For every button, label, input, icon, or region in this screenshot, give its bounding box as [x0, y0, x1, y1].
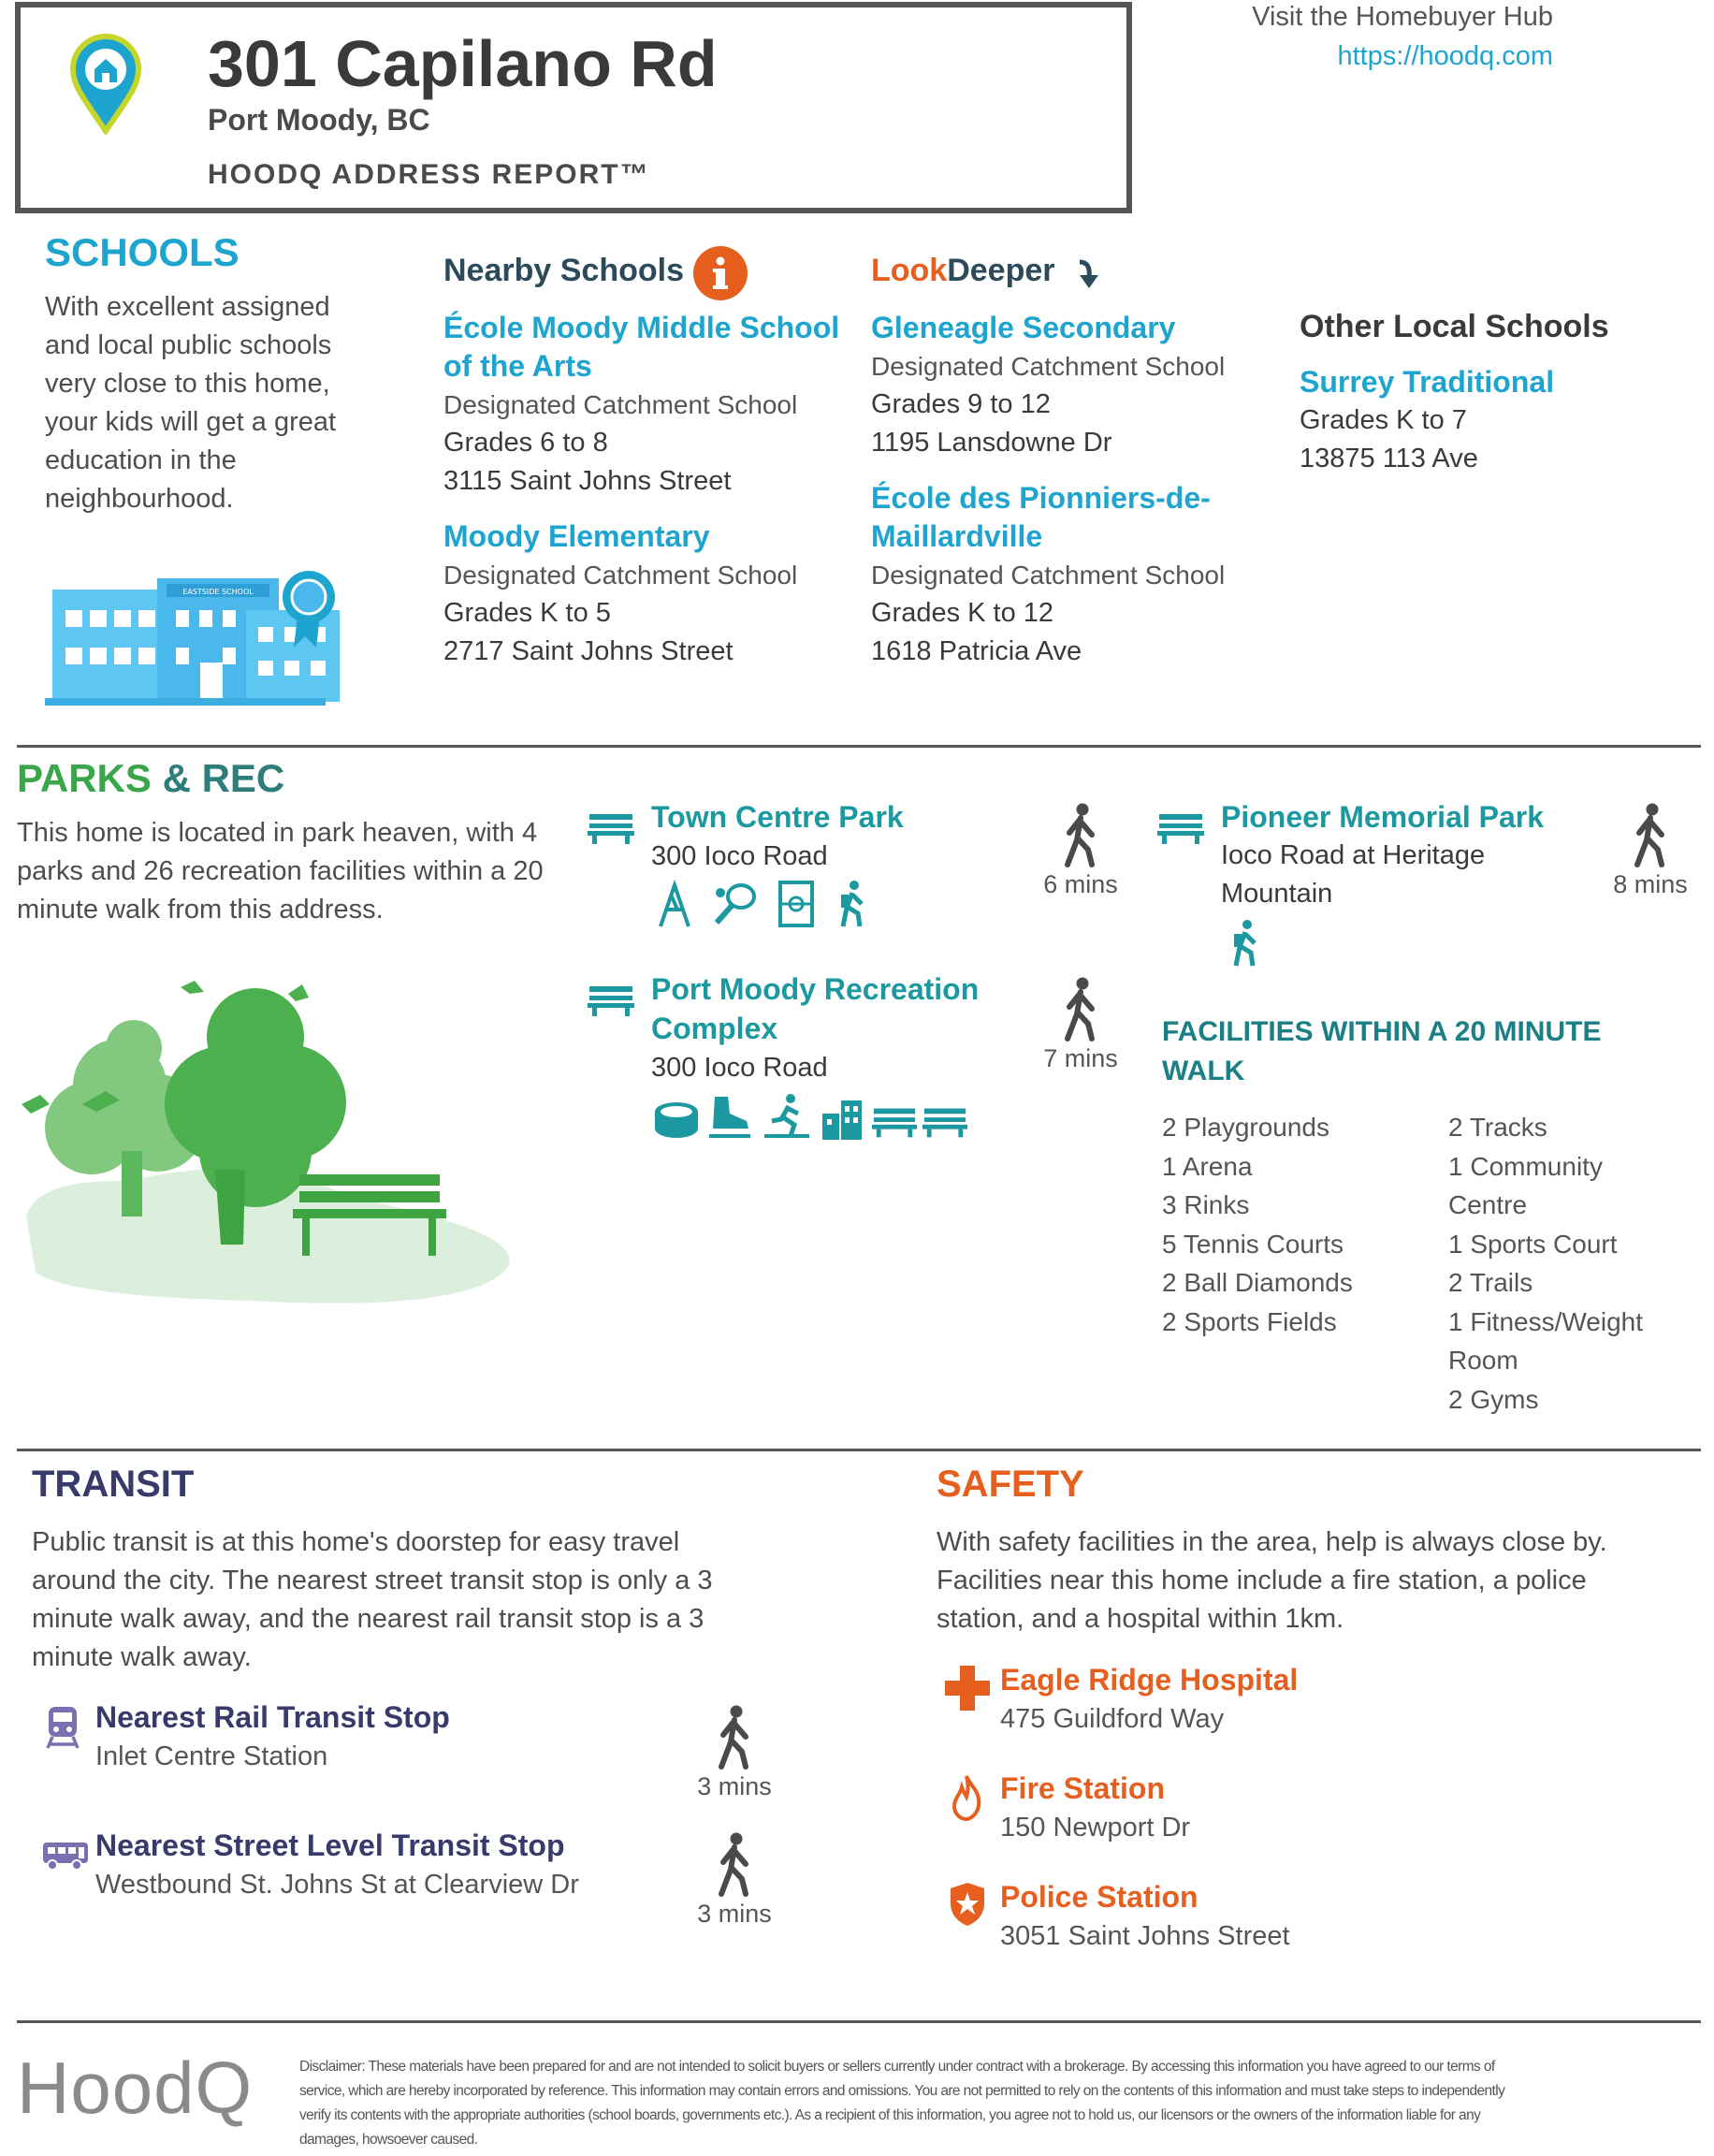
section-divider [17, 1449, 1701, 1451]
park-illustration [17, 964, 522, 1310]
arena-icon [653, 1099, 700, 1140]
hospital-cross-icon [943, 1664, 992, 1712]
city-label: Port Moody, BC [208, 103, 430, 137]
school-item[interactable]: Moody Elementary Designated Catchment School Grades K to 5 2717 Saint Johns Street [443, 519, 798, 666]
walking-icon [714, 1705, 755, 1770]
bus-icon [41, 1840, 90, 1872]
safety-item[interactable]: Fire Station 150 Newport Dr [1000, 1771, 1191, 1843]
community-centre-icon [819, 1095, 865, 1140]
playground-icon [655, 880, 694, 928]
other-schools-heading: Other Local Schools [1300, 309, 1609, 344]
school-item[interactable]: Gleneagle Secondary Designated Catchment School Grades 9 to 12 1195 Lansdowne Dr [871, 311, 1226, 458]
page-title: 301 Capilano Rd [208, 27, 718, 100]
park-amenity-icons [653, 1093, 967, 1144]
schools-heading: SCHOOLS [45, 230, 240, 274]
walking-icon [714, 1832, 755, 1898]
safety-item[interactable]: Police Station 3051 Saint Johns Street [1000, 1880, 1290, 1951]
safety-heading: SAFETY [937, 1464, 1084, 1505]
school-item[interactable]: Surrey Traditional Grades K to 7 13875 113 Ave [1300, 365, 1555, 473]
hoodq-logo: HoodQ [17, 2047, 254, 2129]
facilities-list: 2 Playgrounds 1 Arena 3 Rinks 5 Tennis Courts 2 Ball Diamonds 2 Sports Fields [1162, 1113, 1353, 1336]
walking-icon [1630, 803, 1671, 868]
lookdeeper-heading[interactable]: LookDeeper [871, 253, 1055, 288]
section-divider [17, 2020, 1701, 2023]
transit-description: Public transit is at this home's doorstep for easy travel around the city. The nearest street transit stop is only a 3 minute walk away, and the nearest rail transit stop is a 3 minute walk away. [32, 1527, 713, 1672]
parks-heading: PARKS & REC [17, 756, 285, 800]
walk-time: 3 mins [697, 1772, 772, 1800]
track-icon [763, 1093, 811, 1140]
bench-icon [872, 1102, 917, 1140]
nearby-schools-heading: Nearby Schools [443, 253, 684, 288]
transit-item[interactable]: Nearest Rail Transit Stop Inlet Centre Station [95, 1700, 450, 1771]
arrow-down-icon [1074, 258, 1100, 292]
schools-description: With excellent assigned and local public schools very close to this home, your kids will get a great education in the neighbourhood. [45, 292, 337, 514]
safety-description: With safety facilities in the area, help is always close by. Facilities near this home include a fire station, a police station, and a hospital within 1km. [937, 1527, 1607, 1634]
parks-description: This home is located in park heaven, with 4 parks and 26 recreation facilities within a 20 minute walk from this address. [17, 818, 544, 925]
disclaimer-text: Disclaimer: These materials have been prepared for and are not intended to solicit buyers or sellers currently under contract with a brokerage. By accessing this information you have agreed to our terms of service, which are hereby incorporated by reference. This information may contain errors and omissions. You are not permitted to rely on the contents of this information and must take steps to independently verify its contents with the appropriate authorities (school boards, governments etc.). As a recipient of this information, you agree not to hold us, our licensors or the owners of the information liable for any damages, howsoever caused. [299, 2059, 1505, 2148]
train-icon [45, 1705, 80, 1750]
park-bench-icon [588, 810, 634, 844]
facilities-list: 2 Tracks 1 Community Centre 1 Sports Court 2 Trails 1 Fitness/Weight Room 2 Gyms [1448, 1113, 1644, 1414]
hiking-icon [1228, 919, 1262, 968]
transit-heading: TRANSIT [32, 1464, 195, 1505]
walk-time: 8 mins [1613, 870, 1688, 898]
walking-icon [1060, 977, 1101, 1042]
skate-icon [707, 1093, 754, 1140]
bench-icon [922, 1102, 967, 1140]
park-bench-icon [588, 983, 634, 1016]
section-divider [17, 745, 1701, 748]
school-item[interactable]: École des Pionniers-de- Maillardville Designated Catchment School Grades K to 12 1618 Patricia Ave [871, 481, 1226, 666]
homebuyer-hub-link[interactable]: https://hoodq.com [1337, 41, 1553, 71]
info-icon[interactable] [692, 245, 748, 301]
safety-item[interactable]: Eagle Ridge Hospital 475 Guildford Way [1000, 1663, 1299, 1734]
park-item[interactable]: Pioneer Memorial Park Ioco Road at Heritage Mountain [1221, 800, 1545, 909]
fire-icon [951, 1774, 982, 1821]
park-item[interactable]: Port Moody Recreation Complex 300 Ioco Road [651, 972, 980, 1083]
school-building-illustration [45, 561, 344, 711]
walk-time: 7 mins [1043, 1044, 1118, 1072]
walk-time: 6 mins [1043, 870, 1118, 898]
sports-field-icon [777, 880, 815, 928]
park-amenity-icons [655, 880, 869, 933]
park-bench-icon [1157, 810, 1204, 844]
school-item[interactable]: École Moody Middle School of the Arts Designated Catchment School Grades 6 to 8 3115 Saint Johns Street [443, 311, 840, 496]
police-shield-icon [949, 1881, 986, 1928]
transit-item[interactable]: Nearest Street Level Transit Stop Westbound St. Johns St at Clearview Dr [95, 1828, 579, 1900]
walk-time: 3 mins [697, 1900, 772, 1928]
report-label: HOODQ ADDRESS REPORT™ [208, 159, 650, 190]
park-item[interactable]: Town Centre Park 300 Ioco Road [651, 800, 904, 871]
facilities-heading: FACILITIES WITHIN A 20 MINUTE WALK [1162, 1016, 1602, 1086]
homebuyer-hub-text: Visit the Homebuyer Hub [1252, 2, 1553, 32]
home-pin-icon [69, 34, 142, 135]
hiking-icon [835, 880, 869, 928]
tennis-icon [711, 880, 760, 928]
school-sign-text: EASTSIDE SCHOOL [182, 588, 254, 596]
walking-icon [1060, 803, 1101, 868]
